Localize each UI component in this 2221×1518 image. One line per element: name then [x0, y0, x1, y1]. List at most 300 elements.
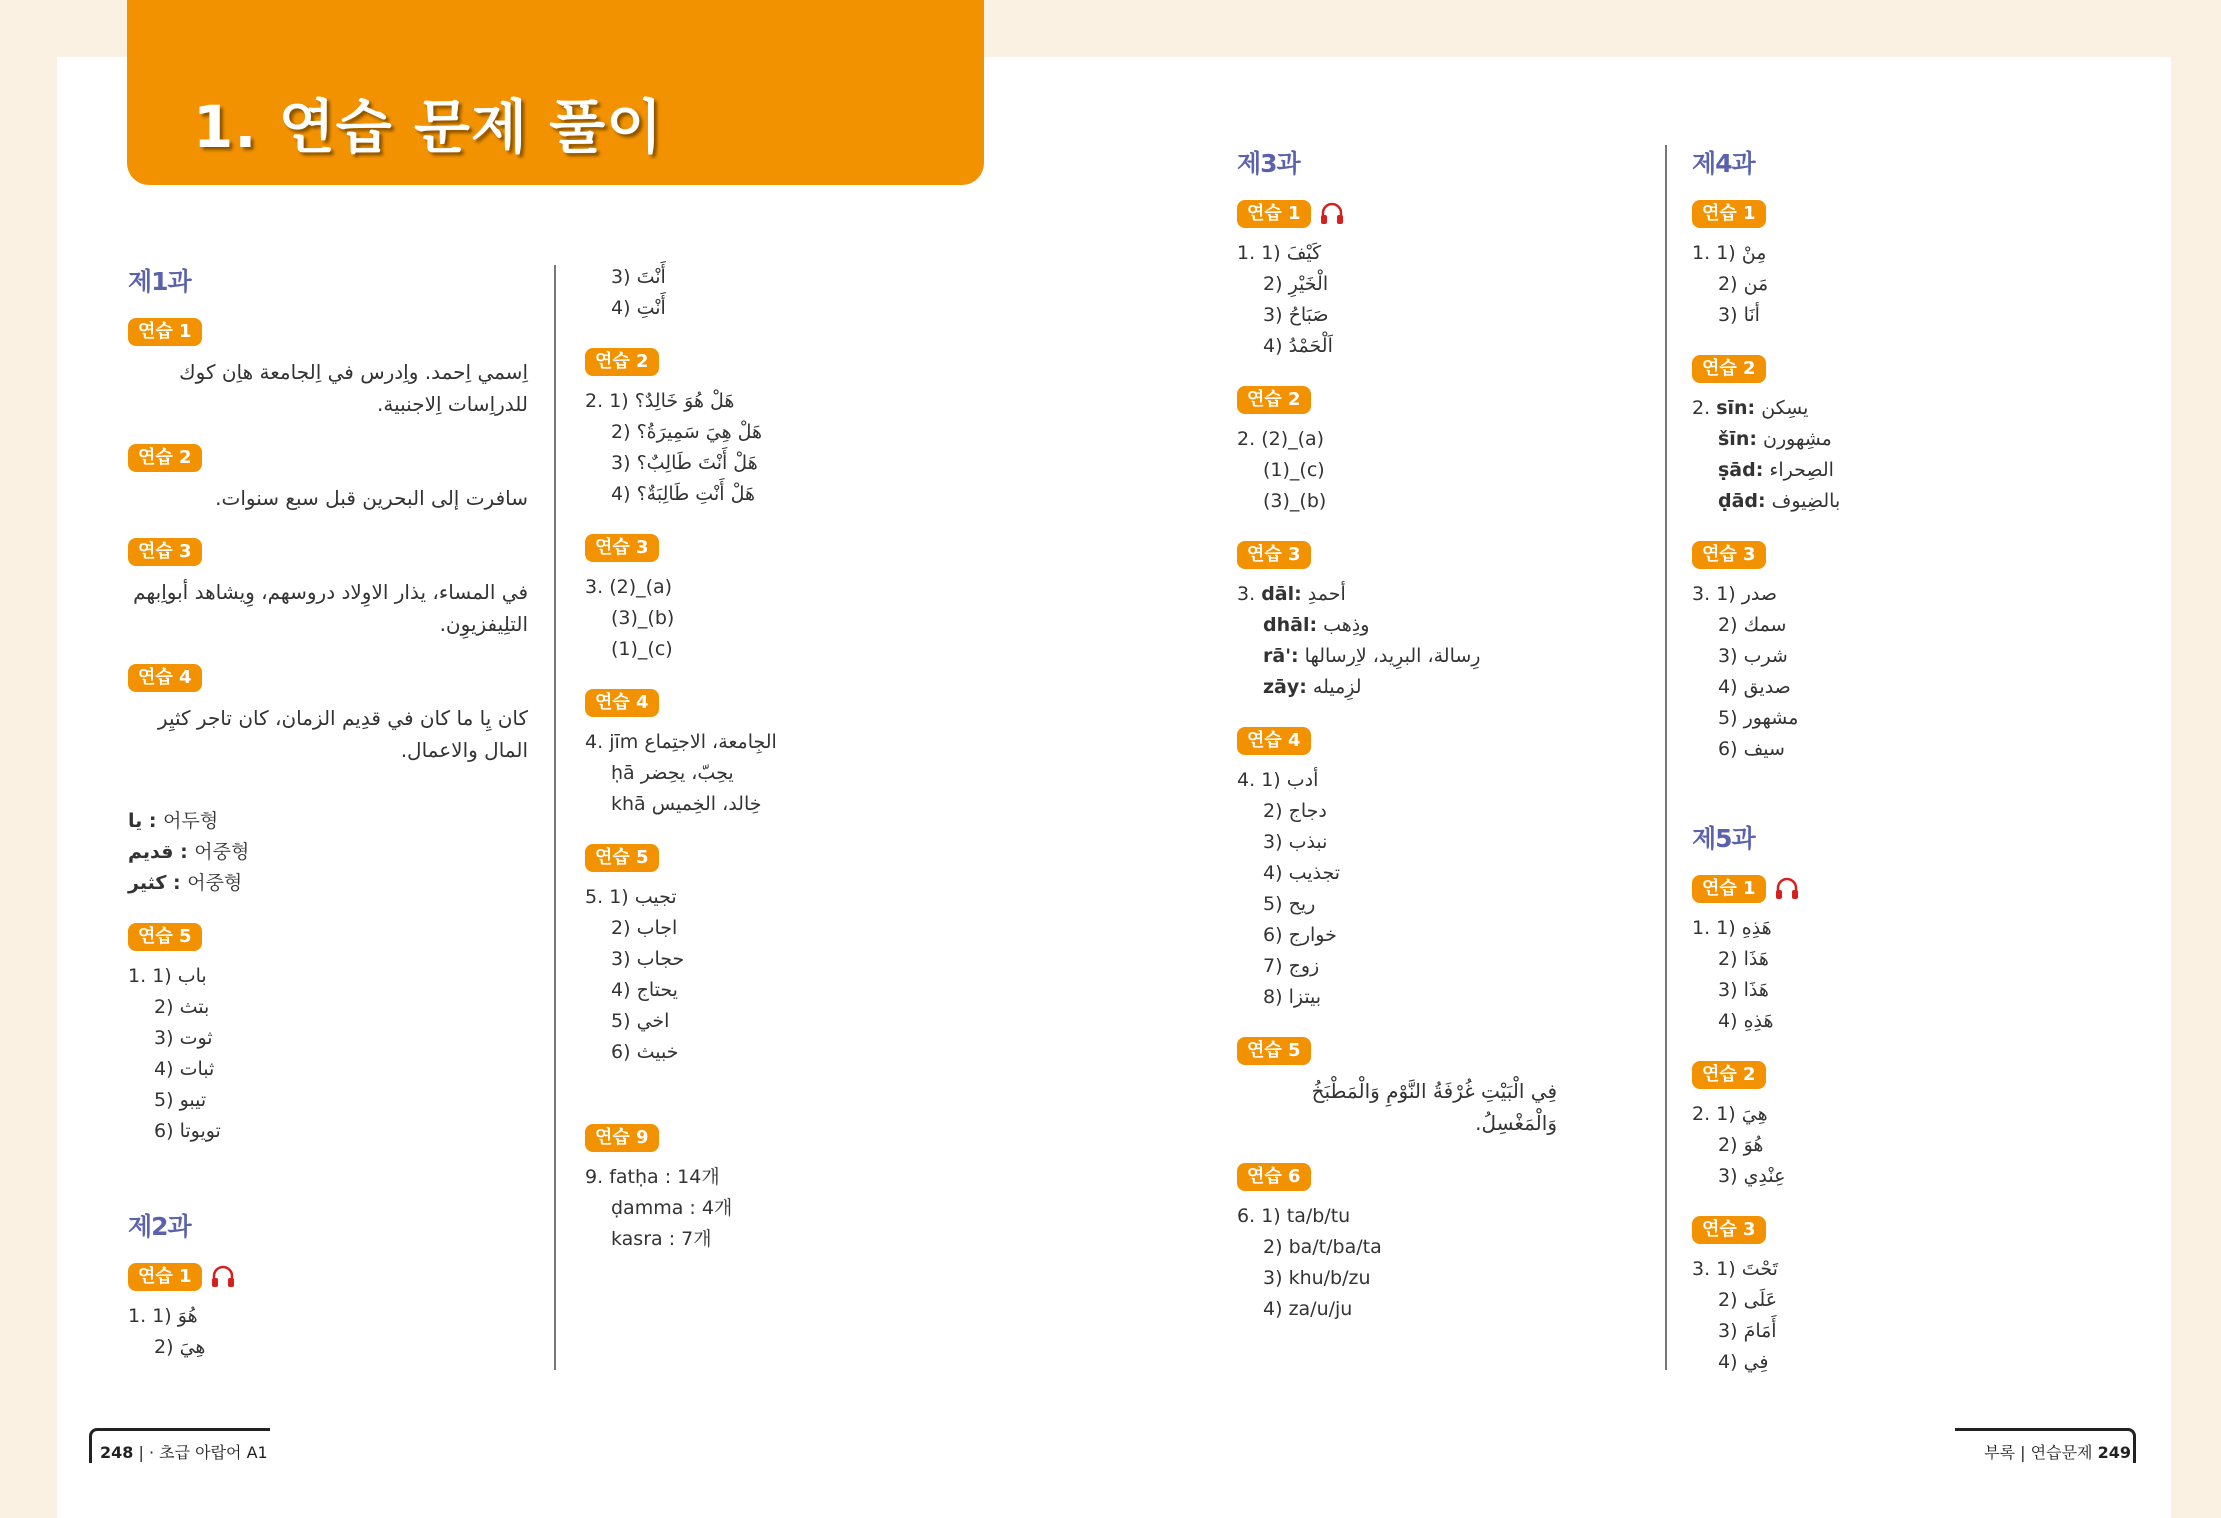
- item-number: 1): [609, 886, 629, 908]
- item-number: 4): [611, 979, 631, 1001]
- answer-value: أَنْتِ: [636, 297, 666, 319]
- list-item: [585, 262, 965, 293]
- exercise-badge: 연습 1: [128, 1263, 202, 1291]
- item-number: 2): [611, 917, 631, 939]
- question-number: 4.: [585, 731, 604, 753]
- note-value: 어중형: [194, 841, 250, 863]
- answer-value: حجاب: [636, 948, 685, 970]
- item-number: 4): [611, 483, 631, 505]
- list-item: [1692, 975, 2092, 1006]
- item-number: 4): [1718, 1351, 1738, 1373]
- item-number: 3): [611, 266, 631, 288]
- answer-value: ثبات: [179, 1058, 215, 1080]
- lesson-heading: 제5과: [1692, 824, 1755, 853]
- answer-list: [1237, 424, 1637, 517]
- list-item: [1237, 672, 1637, 703]
- answer-value: يسِكن: [1761, 397, 1809, 419]
- answer-value: هُوَ: [177, 1305, 198, 1327]
- note-word: كثير: [128, 872, 167, 894]
- question-number: 2.: [1692, 397, 1711, 419]
- list-item: [585, 603, 965, 634]
- exercise-badge: 연습 1: [1237, 200, 1311, 228]
- column-divider: [554, 265, 556, 1370]
- item-number: 3): [1718, 304, 1738, 326]
- answer-value: لزِميله: [1312, 676, 1362, 698]
- list-item: [1692, 1316, 2092, 1347]
- item-number: 4): [1263, 335, 1283, 357]
- answer-value: هَذَا: [1743, 979, 1769, 1001]
- list-item: [1692, 1099, 2092, 1130]
- question-number: 1.: [128, 1305, 147, 1327]
- list-item: [585, 293, 965, 324]
- answer-value: هَذِهِ: [1741, 917, 1772, 939]
- item-number: 4): [1718, 676, 1738, 698]
- answer-value: : 14개: [664, 1166, 720, 1188]
- list-item: [585, 1006, 965, 1037]
- answer-value: اجاب: [636, 917, 678, 939]
- answer-value: هَلْ أَنْتِ طَالِبَةٌ؟: [636, 483, 755, 505]
- answer-value: ثوت: [179, 1027, 213, 1049]
- answer-value: رِسالة، البرِيد، لاِرسالها: [1304, 645, 1481, 667]
- question-number: 2.: [1692, 1103, 1711, 1125]
- item-number: 2): [611, 421, 631, 443]
- item-number: 2): [1718, 1134, 1738, 1156]
- list-item: [1692, 1161, 2092, 1192]
- item-number: 2): [154, 996, 174, 1018]
- answer-value: خوارج: [1288, 924, 1337, 946]
- answer-value: ta/b/tu: [1286, 1205, 1351, 1227]
- note-separator: :: [166, 872, 188, 894]
- item-number: 3): [1263, 831, 1283, 853]
- exercise-badge: 연습 5: [128, 923, 202, 951]
- answer-list: [585, 882, 965, 1068]
- item-number: 1): [609, 390, 629, 412]
- page-number: 248: [100, 1443, 134, 1462]
- question-number: 3.: [1692, 583, 1711, 605]
- list-item: [1237, 858, 1637, 889]
- item-number: 2): [1263, 273, 1283, 295]
- answer-list: [585, 386, 965, 510]
- question-number: 4.: [1237, 769, 1256, 791]
- answer-value: ba/t/ba/ta: [1288, 1236, 1382, 1258]
- item-number: 4): [1263, 1298, 1283, 1320]
- answer-value: أحمدِ: [1307, 583, 1346, 605]
- answer-list: [1237, 238, 1637, 362]
- item-number: 1): [1716, 1103, 1736, 1125]
- answer-value: عَلَى: [1743, 1289, 1778, 1311]
- list-item: [1237, 982, 1637, 1013]
- answer-value: أَنْتَ: [636, 266, 666, 288]
- answer-value: بتث: [179, 996, 210, 1018]
- item-number: 3): [1263, 1267, 1283, 1289]
- column-1: [128, 262, 528, 1363]
- headphones-icon[interactable]: [1774, 876, 1800, 902]
- list-item: [585, 789, 965, 820]
- column-2: [585, 262, 965, 1255]
- answer-value: يحتاج: [636, 979, 678, 1001]
- note-word: قديم: [128, 841, 174, 863]
- answer-value: سيف: [1743, 738, 1785, 760]
- answer-value: (3)_(b): [1263, 490, 1327, 512]
- item-number: 2): [154, 1336, 174, 1358]
- item-label: rā':: [1263, 645, 1299, 667]
- answer-value: مِنْ: [1741, 242, 1767, 264]
- item-number: 2): [1718, 948, 1738, 970]
- item-number: 3): [611, 452, 631, 474]
- lesson-heading: 제1과: [128, 267, 191, 296]
- item-label: dhāl:: [1263, 614, 1318, 636]
- item-number: 6): [1263, 924, 1283, 946]
- item-number: 1): [1716, 583, 1736, 605]
- item-number: 3): [154, 1027, 174, 1049]
- answer-text: فِي الْبَيْتِ غُرْفَةُ النَّوْمِ وَالْمَطْبَخُ وَالْمَغْسِلُ.: [1311, 1079, 1557, 1135]
- answer-value: تجذيب: [1288, 862, 1341, 884]
- answer-text: في المساء، يذار الاوِلاد دروسهم، وِيشاهد أبواِبهم التلِيفزيوِن.: [133, 580, 528, 636]
- question-number: 2.: [1237, 428, 1256, 450]
- list-item: [585, 448, 965, 479]
- item-number: 2): [1718, 1289, 1738, 1311]
- answer-value: أدب: [1286, 769, 1319, 791]
- list-item: [585, 758, 965, 789]
- list-item: [1692, 610, 2092, 641]
- exercise-badge: 연습 9: [585, 1124, 659, 1152]
- exercise-badge: 연습 2: [1692, 355, 1766, 383]
- item-number: 5): [1718, 707, 1738, 729]
- answer-value: باب: [177, 965, 207, 987]
- list-item: [1237, 300, 1637, 331]
- item-number: 3): [1718, 645, 1738, 667]
- note-item: [128, 868, 528, 899]
- answer-value: (1)_(c): [1263, 459, 1325, 481]
- exercise-badge: 연습 3: [128, 538, 202, 566]
- column-divider: [1665, 145, 1667, 1370]
- item-number: 5): [1263, 893, 1283, 915]
- answer-value: زوج: [1288, 955, 1320, 977]
- question-number: 2.: [585, 390, 604, 412]
- item-label: ṣād:: [1718, 459, 1764, 481]
- exercise-badge: 연습 4: [585, 689, 659, 717]
- question-number: 6.: [1237, 1205, 1256, 1227]
- answer-list: [128, 961, 528, 1147]
- answer-value: (1)_(c): [611, 638, 673, 660]
- answer-list: [585, 727, 965, 820]
- list-item: [1692, 300, 2092, 331]
- list-item: [585, 1193, 965, 1224]
- notes-list: [128, 806, 528, 899]
- list-item: [1237, 1201, 1637, 1232]
- item-number: 1): [1716, 242, 1736, 264]
- answer-value: : 4개: [689, 1197, 733, 1219]
- answer-value: الْخَيْرِ: [1288, 273, 1329, 295]
- item-number: 3): [611, 948, 631, 970]
- answer-list: [585, 572, 965, 665]
- answer-value: za/u/ju: [1288, 1298, 1353, 1320]
- list-item: [128, 1085, 528, 1116]
- list-item: [1692, 238, 2092, 269]
- exercise-badge: 연습 3: [1237, 541, 1311, 569]
- answer-value: : 7개: [668, 1228, 712, 1250]
- answer-value: أَمَامَ: [1743, 1320, 1777, 1342]
- list-item: [1692, 486, 2092, 517]
- answer-value: تَحْتَ: [1741, 1258, 1778, 1280]
- exercise-badge: 연습 4: [1237, 727, 1311, 755]
- item-number: 4): [1718, 1010, 1738, 1032]
- list-item: [128, 961, 528, 992]
- list-item: [1237, 610, 1637, 641]
- list-item: [128, 1116, 528, 1147]
- page-number: 249: [2097, 1443, 2131, 1462]
- list-item: [1237, 889, 1637, 920]
- answer-list: [1237, 579, 1637, 703]
- list-item: [1692, 269, 2092, 300]
- answer-value: ريح: [1288, 893, 1316, 915]
- column-4: [1692, 144, 2092, 1378]
- item-number: 3): [1263, 304, 1283, 326]
- item-number: 4): [1263, 862, 1283, 884]
- answer-value: وذِهب: [1323, 614, 1370, 636]
- note-separator: :: [173, 841, 195, 863]
- list-item: [1237, 641, 1637, 672]
- answer-value: صديق: [1743, 676, 1791, 698]
- answer-value: خبيث: [636, 1041, 679, 1063]
- exercise-badge: 연습 1: [1692, 875, 1766, 903]
- answer-value: تويوتا: [179, 1120, 221, 1142]
- item-label: zāy:: [1263, 676, 1307, 698]
- answer-value: دجاج: [1288, 800, 1327, 822]
- item-number: 3): [1718, 1165, 1738, 1187]
- list-item: [1692, 703, 2092, 734]
- footer-right: [1984, 1440, 2131, 1463]
- answer-value: بالضِيوف: [1771, 490, 1841, 512]
- question-number: 5.: [585, 886, 604, 908]
- list-item: [128, 992, 528, 1023]
- page-title: 1. 연습 문제 풀이: [193, 93, 664, 161]
- answer-list: [1237, 1201, 1637, 1325]
- list-item: [585, 882, 965, 913]
- list-item: [1237, 238, 1637, 269]
- answer-value: (3)_(b): [611, 607, 675, 629]
- answer-value: كَيْفَ: [1286, 242, 1322, 264]
- item-number: 8): [1263, 986, 1283, 1008]
- list-item: [1237, 579, 1637, 610]
- list-item: [1692, 1130, 2092, 1161]
- answer-value: اَلْحَمْدُ: [1288, 335, 1333, 357]
- answer-value: مشهور: [1743, 707, 1799, 729]
- question-number: 1.: [128, 965, 147, 987]
- lesson-heading: 제4과: [1692, 149, 1755, 178]
- exercise-badge: 연습 5: [1237, 1037, 1311, 1065]
- list-item: [585, 944, 965, 975]
- exercise-badge: 연습 2: [1692, 1061, 1766, 1089]
- note-separator: :: [142, 810, 164, 832]
- item-label: dāl:: [1261, 583, 1302, 605]
- answer-value: فِي: [1743, 1351, 1769, 1373]
- headphones-icon[interactable]: [210, 1264, 236, 1290]
- answer-list: [1692, 579, 2092, 765]
- question-number: 3.: [1692, 1258, 1711, 1280]
- answer-value: هَلْ هُوَ خَالِدٌ؟: [634, 390, 735, 412]
- note-item: [128, 837, 528, 868]
- footer-left: [100, 1440, 268, 1463]
- answer-list: [1237, 765, 1637, 1013]
- exercise-badge: 연습 4: [128, 664, 202, 692]
- item-number: 6): [611, 1041, 631, 1063]
- answer-value: عِنْدِي: [1743, 1165, 1786, 1187]
- answer-value: يحِبّ، يحِضر: [640, 762, 734, 784]
- list-item: [1237, 269, 1637, 300]
- item-number: 4): [611, 297, 631, 319]
- footer-book-title: | · 초급 아랍어 A1: [138, 1443, 268, 1462]
- item-number: 2): [1263, 800, 1283, 822]
- item-number: 1): [1716, 1258, 1736, 1280]
- item-number: 2): [1718, 273, 1738, 295]
- list-item: [1692, 1347, 2092, 1378]
- list-item: [585, 727, 965, 758]
- list-item: [1692, 1285, 2092, 1316]
- list-item: [128, 1332, 528, 1363]
- exercise-badge: 연습 3: [585, 534, 659, 562]
- exercise-badge: 연습 2: [128, 444, 202, 472]
- answer-value: هِيَ: [1741, 1103, 1768, 1125]
- list-item: [1692, 641, 2092, 672]
- item-number: 3): [1718, 1320, 1738, 1342]
- list-item: [128, 1054, 528, 1085]
- answer-value: هُوَ: [1743, 1134, 1764, 1156]
- item-label: khā: [611, 793, 646, 815]
- note-value: 어두형: [163, 810, 219, 832]
- answer-value: تجيب: [634, 886, 677, 908]
- answer-value: هَذِهِ: [1743, 1010, 1774, 1032]
- question-number: 1.: [1692, 917, 1711, 939]
- answer-value: هَلْ أَنْتَ طَالِبٌ؟: [636, 452, 758, 474]
- item-number: 5): [154, 1089, 174, 1111]
- list-item: [585, 975, 965, 1006]
- item-number: 1): [152, 1305, 172, 1327]
- item-number: 1): [1261, 242, 1281, 264]
- answer-value: أنَا: [1743, 304, 1760, 326]
- question-number: 3.: [585, 576, 604, 598]
- exercise-badge: 연습 2: [585, 348, 659, 376]
- list-item: [128, 1023, 528, 1054]
- item-label: jīm: [609, 731, 639, 753]
- answer-value: مَن: [1743, 273, 1769, 295]
- answer-value: نبذب: [1288, 831, 1328, 853]
- list-item: [1237, 796, 1637, 827]
- list-item: [1237, 827, 1637, 858]
- exercise-badge: 연습 6: [1237, 1163, 1311, 1191]
- note-value: 어중형: [187, 872, 243, 894]
- item-label: šīn:: [1718, 428, 1757, 450]
- question-number: 9.: [585, 1166, 604, 1188]
- list-item: [1692, 1254, 2092, 1285]
- answer-list: [1692, 393, 2092, 517]
- answer-list: [585, 262, 965, 324]
- lesson-heading: 제3과: [1237, 149, 1300, 178]
- answer-list: [1692, 913, 2092, 1037]
- answer-list: [128, 1301, 528, 1363]
- answer-list: [585, 1162, 965, 1255]
- list-item: [1237, 1294, 1637, 1325]
- question-number: 1.: [1237, 242, 1256, 264]
- exercise-badge: 연습 3: [1692, 1216, 1766, 1244]
- exercise-badge: 연습 3: [1692, 541, 1766, 569]
- item-number: 5): [611, 1010, 631, 1032]
- list-item: [1692, 913, 2092, 944]
- note-item: [128, 806, 528, 837]
- answer-list: [1692, 238, 2092, 331]
- list-item: [1237, 331, 1637, 362]
- list-item: [585, 386, 965, 417]
- list-item: [585, 1037, 965, 1068]
- answer-value: khu/b/zu: [1288, 1267, 1371, 1289]
- answer-value: سمك: [1743, 614, 1787, 636]
- list-item: [585, 634, 965, 665]
- list-item: [1692, 455, 2092, 486]
- answer-value: خِالد، الخِميس: [651, 793, 762, 815]
- answer-value: هِيَ: [179, 1336, 206, 1358]
- answer-text: سافرت إلى البحرين قبل سبع سنوات.: [215, 486, 528, 510]
- list-item: [1237, 1232, 1637, 1263]
- answer-value: الصِحراء: [1769, 459, 1834, 481]
- item-number: 1): [1261, 769, 1281, 791]
- list-item: [1692, 424, 2092, 455]
- list-item: [1237, 1263, 1637, 1294]
- headphones-icon[interactable]: [1319, 201, 1345, 227]
- question-number: 1.: [1692, 242, 1711, 264]
- answer-value: هَذَا: [1743, 948, 1769, 970]
- item-label: fatḥa: [609, 1166, 659, 1188]
- answer-value: صَبَاحُ: [1288, 304, 1329, 326]
- list-item: [585, 572, 965, 603]
- item-number: 1): [1261, 1205, 1281, 1227]
- item-label: ḍād:: [1718, 490, 1766, 512]
- item-number: 1): [1716, 917, 1736, 939]
- list-item: [1692, 944, 2092, 975]
- list-item: [1237, 424, 1637, 455]
- column-3: [1237, 144, 1637, 1325]
- list-item: [585, 1224, 965, 1255]
- exercise-badge: 연습 1: [128, 318, 202, 346]
- lesson-heading: 제2과: [128, 1212, 191, 1241]
- list-item: [1237, 455, 1637, 486]
- item-number: 1): [152, 965, 172, 987]
- list-item: [1237, 486, 1637, 517]
- item-number: 3): [1718, 979, 1738, 1001]
- list-item: [1692, 579, 2092, 610]
- list-item: [1692, 672, 2092, 703]
- list-item: [585, 1162, 965, 1193]
- answer-list: [1692, 1099, 2092, 1192]
- item-label: ḥā: [611, 762, 635, 784]
- answer-value: (2)_(a): [1261, 428, 1325, 450]
- question-number: 3.: [1237, 583, 1256, 605]
- list-item: [1692, 393, 2092, 424]
- list-item: [128, 1301, 528, 1332]
- item-number: 7): [1263, 955, 1283, 977]
- answer-value: تيبو: [179, 1089, 207, 1111]
- list-item: [585, 913, 965, 944]
- item-number: 6): [154, 1120, 174, 1142]
- list-item: [1692, 1006, 2092, 1037]
- answer-value: صدر: [1741, 583, 1778, 605]
- answer-value: شرب: [1743, 645, 1788, 667]
- exercise-badge: 연습 2: [1237, 386, 1311, 414]
- item-number: 4): [154, 1058, 174, 1080]
- answer-text: اِسمي اِحمد. واِدرس في اِلجامعة هاِن كوك للدراِسات اِلاجنبية.: [179, 360, 528, 416]
- exercise-badge: 연습 1: [1692, 200, 1766, 228]
- answer-value: الجِامعة، الاجتِماع: [644, 731, 777, 753]
- note-word: يا: [128, 810, 143, 832]
